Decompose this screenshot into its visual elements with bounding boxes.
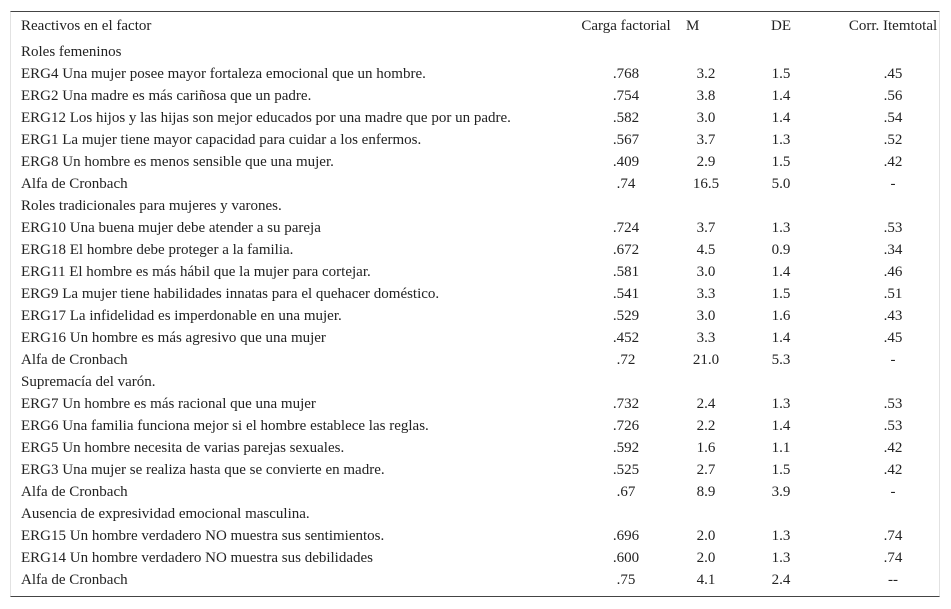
- cell-item: Alfa de Cronbach: [21, 572, 128, 588]
- cell-loading: .726: [612, 418, 640, 434]
- col-header-corr: Corr. Itemtotal: [848, 18, 938, 34]
- cell-corr: --: [888, 572, 898, 588]
- cell-de: 1.4: [771, 418, 791, 434]
- cell-item: ERG11 El hombre es más hábil que la mujer para cortejar.: [21, 264, 371, 280]
- cell-loading: .72: [616, 352, 636, 368]
- cell-corr: .46: [883, 264, 903, 280]
- factor-table: [11, 12, 951, 591]
- table-row: [11, 525, 951, 547]
- cell-de: 1.4: [771, 88, 791, 104]
- col-header-loading: Carga factorial: [581, 18, 671, 34]
- cell-de: 0.9: [771, 242, 791, 258]
- cell-de: 1.3: [771, 220, 791, 236]
- cell-item: ERG2 Una madre es más cariñosa que un padre.: [21, 88, 312, 104]
- cell-de: 1.3: [771, 528, 791, 544]
- cell-loading: .525: [612, 462, 640, 478]
- cell-loading: .724: [612, 220, 640, 236]
- cell-m: 3.2: [696, 66, 716, 82]
- cell-m: 21.0: [692, 352, 720, 368]
- cell-item: Alfa de Cronbach: [21, 176, 128, 192]
- cell-corr: .34: [883, 242, 903, 258]
- cell-item: ERG6 Una familia funciona mejor si el hombre establece las reglas.: [21, 418, 429, 434]
- cell-m: 3.7: [696, 220, 716, 236]
- cell-item: ERG12 Los hijos y las hijas son mejor educados por una madre que por un padre.: [21, 110, 511, 126]
- cell-corr: .53: [883, 220, 903, 236]
- cell-corr: .74: [883, 550, 903, 566]
- alpha-row: [11, 349, 951, 371]
- table-body: [11, 41, 951, 591]
- cell-de: 1.1: [771, 440, 791, 456]
- cell-de: 1.3: [771, 396, 791, 412]
- table-row: [11, 151, 951, 173]
- cell-item: ERG8 Un hombre es menos sensible que una mujer.: [21, 154, 334, 170]
- cell-loading: .600: [612, 550, 640, 566]
- table-row: [11, 415, 951, 437]
- cell-m: 2.9: [696, 154, 716, 170]
- cell-corr: .45: [883, 66, 903, 82]
- cell-loading: .768: [612, 66, 640, 82]
- table-row: [11, 327, 951, 349]
- cell-m: 3.0: [696, 308, 716, 324]
- cell-loading: .581: [612, 264, 640, 280]
- cell-de: 1.5: [771, 462, 791, 478]
- cell-item: Alfa de Cronbach: [21, 484, 128, 500]
- cell-corr: .54: [883, 110, 903, 126]
- cell-de: 1.3: [771, 550, 791, 566]
- cell-corr: -: [890, 176, 896, 192]
- cell-loading: .754: [612, 88, 640, 104]
- factor-section-row: [11, 503, 951, 525]
- cell-item: ERG5 Un hombre necesita de varias parejas sexuales.: [21, 440, 345, 456]
- table-row: [11, 261, 951, 283]
- cell-de: 5.0: [771, 176, 791, 192]
- cell-m: 3.7: [696, 132, 716, 148]
- cell-item: ERG1 La mujer tiene mayor capacidad para cuidar a los enfermos.: [21, 132, 422, 148]
- factor-title: Roles tradicionales para mujeres y varones.: [21, 198, 282, 214]
- cell-loading: .452: [612, 330, 640, 346]
- cell-loading: .592: [612, 440, 640, 456]
- cell-corr: .45: [883, 330, 903, 346]
- cell-de: 3.9: [771, 484, 791, 500]
- cell-m: 3.3: [696, 330, 716, 346]
- factor-section-row: [11, 41, 951, 63]
- cell-m: 2.2: [696, 418, 716, 434]
- cell-de: 1.4: [771, 264, 791, 280]
- cell-loading: .582: [612, 110, 640, 126]
- cell-item: ERG16 Un hombre es más agresivo que una mujer: [21, 330, 326, 346]
- table-row: [11, 129, 951, 151]
- table-row: [11, 393, 951, 415]
- cell-de: 1.6: [771, 308, 791, 324]
- table-row: [11, 283, 951, 305]
- cell-item: Alfa de Cronbach: [21, 352, 128, 368]
- cell-item: ERG9 La mujer tiene habilidades innatas para el quehacer doméstico.: [21, 286, 440, 302]
- table-row: [11, 239, 951, 261]
- cell-m: 3.0: [696, 264, 716, 280]
- cell-m: 2.4: [696, 396, 716, 412]
- factor-title: Roles femeninos: [21, 44, 122, 60]
- col-header-de: DE: [771, 18, 791, 34]
- cell-corr: .42: [883, 154, 903, 170]
- cell-corr: .51: [883, 286, 903, 302]
- factor-title: Ausencia de expresividad emocional masculina.: [21, 506, 310, 522]
- cell-de: 1.5: [771, 154, 791, 170]
- cell-corr: .53: [883, 396, 903, 412]
- table-row: [11, 217, 951, 239]
- cell-item: ERG4 Una mujer posee mayor fortaleza emocional que un hombre.: [21, 66, 426, 82]
- table-row: [11, 459, 951, 481]
- cell-m: 4.1: [696, 572, 716, 588]
- cell-item: ERG7 Un hombre es más racional que una mujer: [21, 396, 316, 412]
- cell-m: 4.5: [696, 242, 716, 258]
- factor-section-row: [11, 371, 951, 393]
- cell-loading: .529: [612, 308, 640, 324]
- factor-table-container: [10, 11, 940, 597]
- cell-loading: .67: [616, 484, 636, 500]
- cell-loading: .672: [612, 242, 640, 258]
- header-row: [11, 12, 951, 41]
- cell-corr: .42: [883, 462, 903, 478]
- cell-corr: .74: [883, 528, 903, 544]
- col-header-m: M: [686, 18, 700, 34]
- cell-de: 1.4: [771, 110, 791, 126]
- col-header-item: Reactivos en el factor: [21, 18, 152, 34]
- cell-item: ERG17 La infidelidad es imperdonable en una mujer.: [21, 308, 342, 324]
- cell-de: 1.5: [771, 66, 791, 82]
- cell-m: 2.0: [696, 550, 716, 566]
- cell-corr: -: [890, 484, 896, 500]
- alpha-row: [11, 481, 951, 503]
- table-header: [11, 12, 951, 41]
- table-row: [11, 85, 951, 107]
- cell-de: 1.4: [771, 330, 791, 346]
- table-row: [11, 305, 951, 327]
- alpha-row: [11, 569, 951, 591]
- factor-section-row: [11, 195, 951, 217]
- cell-corr: .56: [883, 88, 903, 104]
- cell-m: 2.7: [696, 462, 716, 478]
- cell-loading: .75: [616, 572, 636, 588]
- cell-item: ERG10 Una buena mujer debe atender a su pareja: [21, 220, 321, 236]
- cell-m: 3.8: [696, 88, 716, 104]
- cell-item: ERG18 El hombre debe proteger a la familia.: [21, 242, 294, 258]
- cell-de: 2.4: [771, 572, 791, 588]
- cell-loading: .696: [612, 528, 640, 544]
- cell-item: ERG3 Una mujer se realiza hasta que se convierte en madre.: [21, 462, 385, 478]
- cell-de: 5.3: [771, 352, 791, 368]
- cell-corr: .53: [883, 418, 903, 434]
- cell-corr: -: [890, 352, 896, 368]
- cell-corr: .52: [883, 132, 903, 148]
- cell-corr: .43: [883, 308, 903, 324]
- cell-m: 1.6: [696, 440, 716, 456]
- cell-item: ERG14 Un hombre verdadero NO muestra sus debilidades: [21, 550, 374, 566]
- cell-item: ERG15 Un hombre verdadero NO muestra sus sentimientos.: [21, 528, 385, 544]
- cell-m: 2.0: [696, 528, 716, 544]
- table-row: [11, 437, 951, 459]
- cell-m: 3.0: [696, 110, 716, 126]
- cell-loading: .541: [612, 286, 640, 302]
- cell-loading: .74: [616, 176, 636, 192]
- cell-de: 1.5: [771, 286, 791, 302]
- cell-loading: .567: [612, 132, 640, 148]
- cell-m: 3.3: [696, 286, 716, 302]
- table-row: [11, 63, 951, 85]
- cell-corr: .42: [883, 440, 903, 456]
- table-row: [11, 547, 951, 569]
- cell-m: 16.5: [692, 176, 720, 192]
- cell-de: 1.3: [771, 132, 791, 148]
- cell-m: 8.9: [696, 484, 716, 500]
- cell-loading: .732: [612, 396, 640, 412]
- alpha-row: [11, 173, 951, 195]
- factor-title: Supremacía del varón.: [21, 374, 156, 390]
- cell-loading: .409: [612, 154, 640, 170]
- table-row: [11, 107, 951, 129]
